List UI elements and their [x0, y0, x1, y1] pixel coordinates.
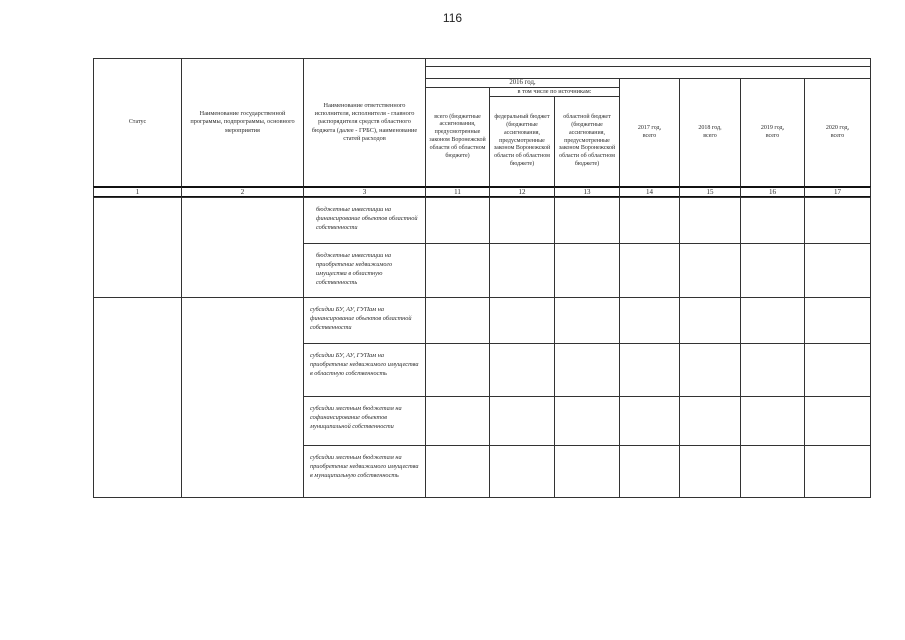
- value-cell: [679, 243, 741, 298]
- column-number: 12: [489, 186, 555, 198]
- header-program-name: Наименование государственной программы, подпрограммы, основного мероприятия: [181, 58, 304, 187]
- value-cell: [619, 396, 680, 446]
- value-cell: [679, 445, 741, 498]
- value-cell: [619, 197, 680, 244]
- column-number: 11: [425, 186, 490, 198]
- value-cell: [554, 396, 620, 446]
- value-cell: [804, 343, 871, 397]
- status-cell-block-1: [93, 197, 182, 298]
- header-year-2017: 2017 год, всего: [619, 78, 680, 187]
- value-cell: [489, 243, 555, 298]
- header-regional-budget: областной бюджет (бюджетные ассигнования, предусмотренные законом Воронежской области об областном бюджете): [554, 96, 620, 187]
- column-number: 15: [679, 186, 741, 198]
- value-cell: [679, 297, 741, 344]
- value-cell: [740, 243, 805, 298]
- value-cell: [804, 243, 871, 298]
- value-cell: [425, 243, 490, 298]
- value-cell: [740, 445, 805, 498]
- value-cell: [619, 243, 680, 298]
- header-status: Статус: [93, 58, 182, 187]
- header-executor-name: Наименование ответственного исполнителя, исполнителя - главного распорядителя средств областного бюджета (далее - ГРБС), наименование статей расходов: [303, 58, 426, 187]
- value-cell: [804, 197, 871, 244]
- page-number: 116: [442, 11, 463, 25]
- value-cell: [425, 197, 490, 244]
- value-cell: [489, 445, 555, 498]
- value-cell: [489, 297, 555, 344]
- value-cell: [619, 297, 680, 344]
- value-cell: [489, 343, 555, 397]
- row-label-subsidies-local-property: субсидии местным бюджетам на приобретение недвижимого имущества в муниципальную собственность: [303, 445, 426, 498]
- value-cell: [554, 297, 620, 344]
- header-year-2016: 2016 год,: [425, 78, 620, 88]
- column-number: 16: [740, 186, 805, 198]
- value-cell: [619, 445, 680, 498]
- header-year-2020: 2020 год, всего: [804, 78, 871, 187]
- header-total-2016: всего (бюджетные ассигнования, предусмотренные законом Воронежской области об областном бюджете): [425, 87, 490, 187]
- column-number: 2: [181, 186, 304, 198]
- value-cell: [740, 197, 805, 244]
- value-cell: [804, 445, 871, 498]
- value-cell: [554, 343, 620, 397]
- header-federal-budget: федеральный бюджет (бюджетные ассигнования, предусмотренные законом Воронежской области об областном бюджете): [489, 96, 555, 187]
- row-label-budget-investments-property: бюджетные инвестиции на приобретение недвижимого имущества в областную собственность: [303, 243, 426, 298]
- column-number: 1: [93, 186, 182, 198]
- header-year-2018: 2018 год, всего: [679, 78, 741, 187]
- value-cell: [804, 297, 871, 344]
- header-year-2019: 2019 год, всего: [740, 78, 805, 187]
- value-cell: [679, 197, 741, 244]
- header-sources-label: в том числе по источникам:: [489, 87, 620, 97]
- value-cell: [740, 297, 805, 344]
- column-number: 17: [804, 186, 871, 198]
- row-label-subsidies-institutions-objects: субсидии БУ, АУ, ГУПам на финансирование объектов областной собственности: [303, 297, 426, 344]
- value-cell: [740, 396, 805, 446]
- value-cell: [740, 343, 805, 397]
- value-cell: [425, 396, 490, 446]
- column-number: 3: [303, 186, 426, 198]
- value-cell: [425, 445, 490, 498]
- row-label-budget-investments-objects: бюджетные инвестиции на финансирование объектов областной собственности: [303, 197, 426, 244]
- program-cell-block-2: [181, 297, 304, 498]
- row-label-subsidies-institutions-property: субсидии БУ, АУ, ГУПам на приобретение недвижимого имущества в областную собственность: [303, 343, 426, 397]
- value-cell: [489, 197, 555, 244]
- value-cell: [425, 297, 490, 344]
- value-cell: [679, 343, 741, 397]
- program-cell-block-1: [181, 197, 304, 298]
- value-cell: [804, 396, 871, 446]
- status-cell-block-2: [93, 297, 182, 498]
- value-cell: [554, 243, 620, 298]
- column-number: 13: [554, 186, 620, 198]
- row-label-subsidies-local-cofinancing: субсидии местным бюджетам на софинансирование объектов муниципальной собственности: [303, 396, 426, 446]
- value-cell: [619, 343, 680, 397]
- value-cell: [489, 396, 555, 446]
- column-number: 14: [619, 186, 680, 198]
- value-cell: [679, 396, 741, 446]
- value-cell: [554, 197, 620, 244]
- value-cell: [425, 343, 490, 397]
- value-cell: [554, 445, 620, 498]
